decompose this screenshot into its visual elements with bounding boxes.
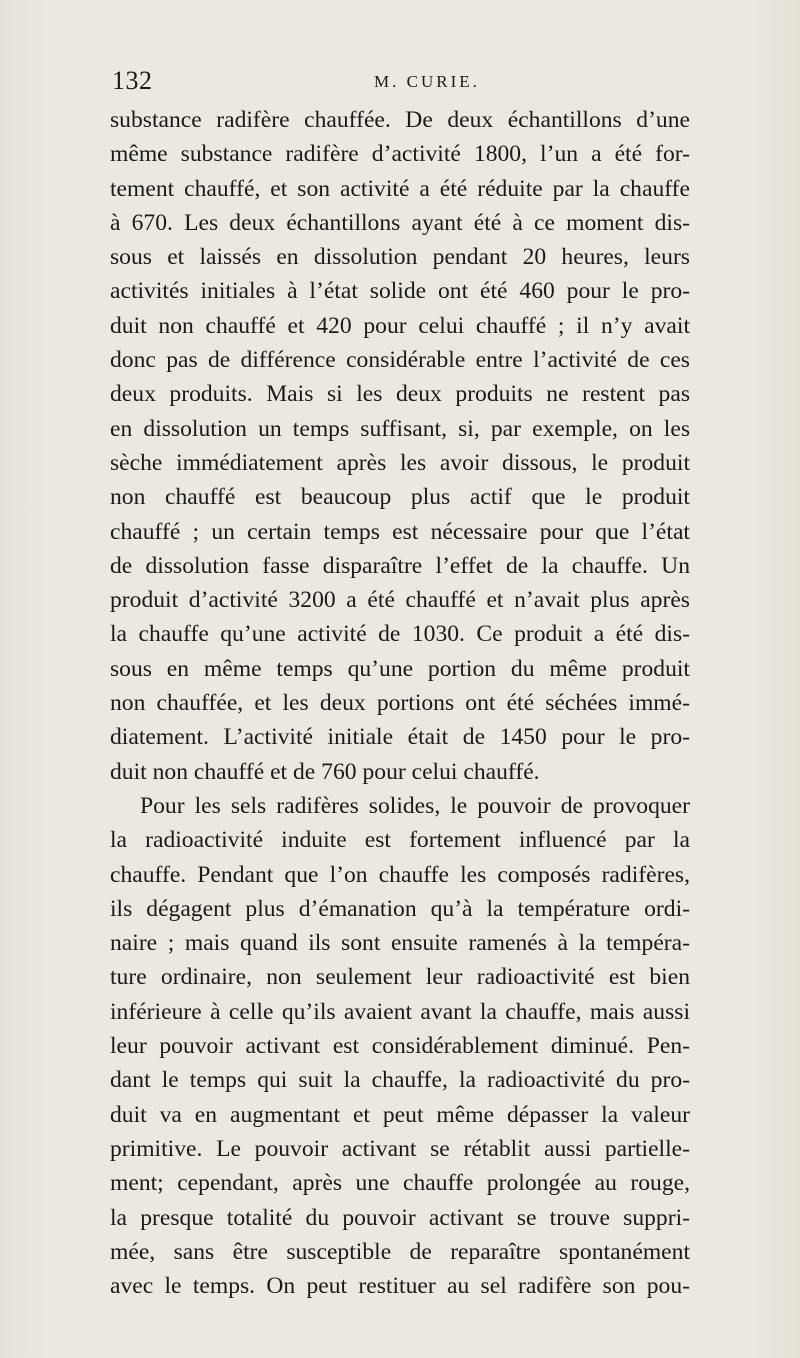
body-text: [110, 103, 690, 1303]
text-line: diatement. L’activité initiale était de 1450 pour le pro-: [110, 724, 690, 751]
text-line: produit d’activité 3200 a été chauffé et n’avait plus après: [110, 587, 690, 614]
text-line: non chauffée, et les deux portions ont été séchées immé-: [110, 690, 690, 717]
text-line: ture ordinaire, non seulement leur radioactivité est bien: [110, 964, 690, 991]
text-line: substance radifère chauffée. De deux échantillons d’une: [110, 107, 690, 133]
page-number: 132: [112, 66, 153, 95]
text-line: primitive. Le pouvoir activant se rétablit aussi partielle-: [110, 1135, 690, 1162]
text-line: chauffe. Pendant que l’on chauffe les composés radifères,: [110, 861, 690, 888]
text-line: duit non chauffé et 420 pour celui chauffé ; il n’y avait: [110, 312, 690, 339]
text-line: de dissolution fasse disparaître l’effet de la chauffe. Un: [110, 552, 690, 579]
text-line: mée, sans être susceptible de reparaître spontanément: [110, 1238, 690, 1265]
text-line: duit va en augmentant et peut même dépasser la valeur: [110, 1101, 690, 1128]
paragraph-end-line: duit non chauffé et de 760 pour celui chauffé.: [110, 758, 540, 785]
text-line: leur pouvoir activant est considérablement diminué. Pen-: [110, 1033, 690, 1060]
paragraph-start-line: Pour les sels radifères solides, le pouvoir de provoquer: [140, 792, 690, 819]
running-title: M. CURIE.: [374, 72, 480, 91]
text-line: même substance radifère d’activité 1800, l’un a été for-: [110, 141, 690, 168]
text-line: donc pas de différence considérable entre l’activité de ces: [110, 347, 690, 374]
text-line: chauffé ; un certain temps est nécessaire pour que l’état: [110, 518, 690, 545]
text-line: non chauffé est beaucoup plus actif que le produit: [110, 484, 690, 511]
text-line: la chauffe qu’une activité de 1030. Ce produit a été dis-: [110, 621, 690, 648]
text-line: inférieure à celle qu’ils avaient avant la chauffe, mais aussi: [110, 998, 690, 1025]
text-line: sous et laissés en dissolution pendant 20 heures, leurs: [110, 244, 690, 271]
text-line: naire ; mais quand ils sont ensuite ramenés à la tempéra-: [110, 930, 690, 957]
text-line: sèche immédiatement après les avoir dissous, le produit: [110, 449, 690, 476]
text-line: ils dégagent plus d’émanation qu’à la température ordi-: [110, 895, 690, 922]
text-line: tement chauffé, et son activité a été réduite par la chauffe: [110, 175, 690, 202]
text-line: à 670. Les deux échantillons ayant été à ce moment dis-: [110, 209, 690, 236]
text-line: avec le temps. On peut restituer au sel radifère son pou-: [110, 1273, 690, 1300]
text-line: ment; cependant, après une chauffe prolongée au rouge,: [110, 1170, 690, 1197]
text-line: la presque totalité du pouvoir activant se trouve suppri-: [110, 1204, 690, 1231]
text-line: deux produits. Mais si les deux produits ne restent pas: [110, 381, 690, 408]
text-line: dant le temps qui suit la chauffe, la radioactivité du pro-: [110, 1067, 690, 1094]
text-line: la radioactivité induite est fortement influencé par la: [110, 827, 690, 854]
text-line: en dissolution un temps suffisant, si, par exemple, on les: [110, 415, 690, 442]
text-line: activités initiales à l’état solide ont été 460 pour le pro-: [110, 278, 690, 305]
running-head: [112, 66, 682, 100]
text-line: sous en même temps qu’une portion du même produit: [110, 655, 690, 682]
